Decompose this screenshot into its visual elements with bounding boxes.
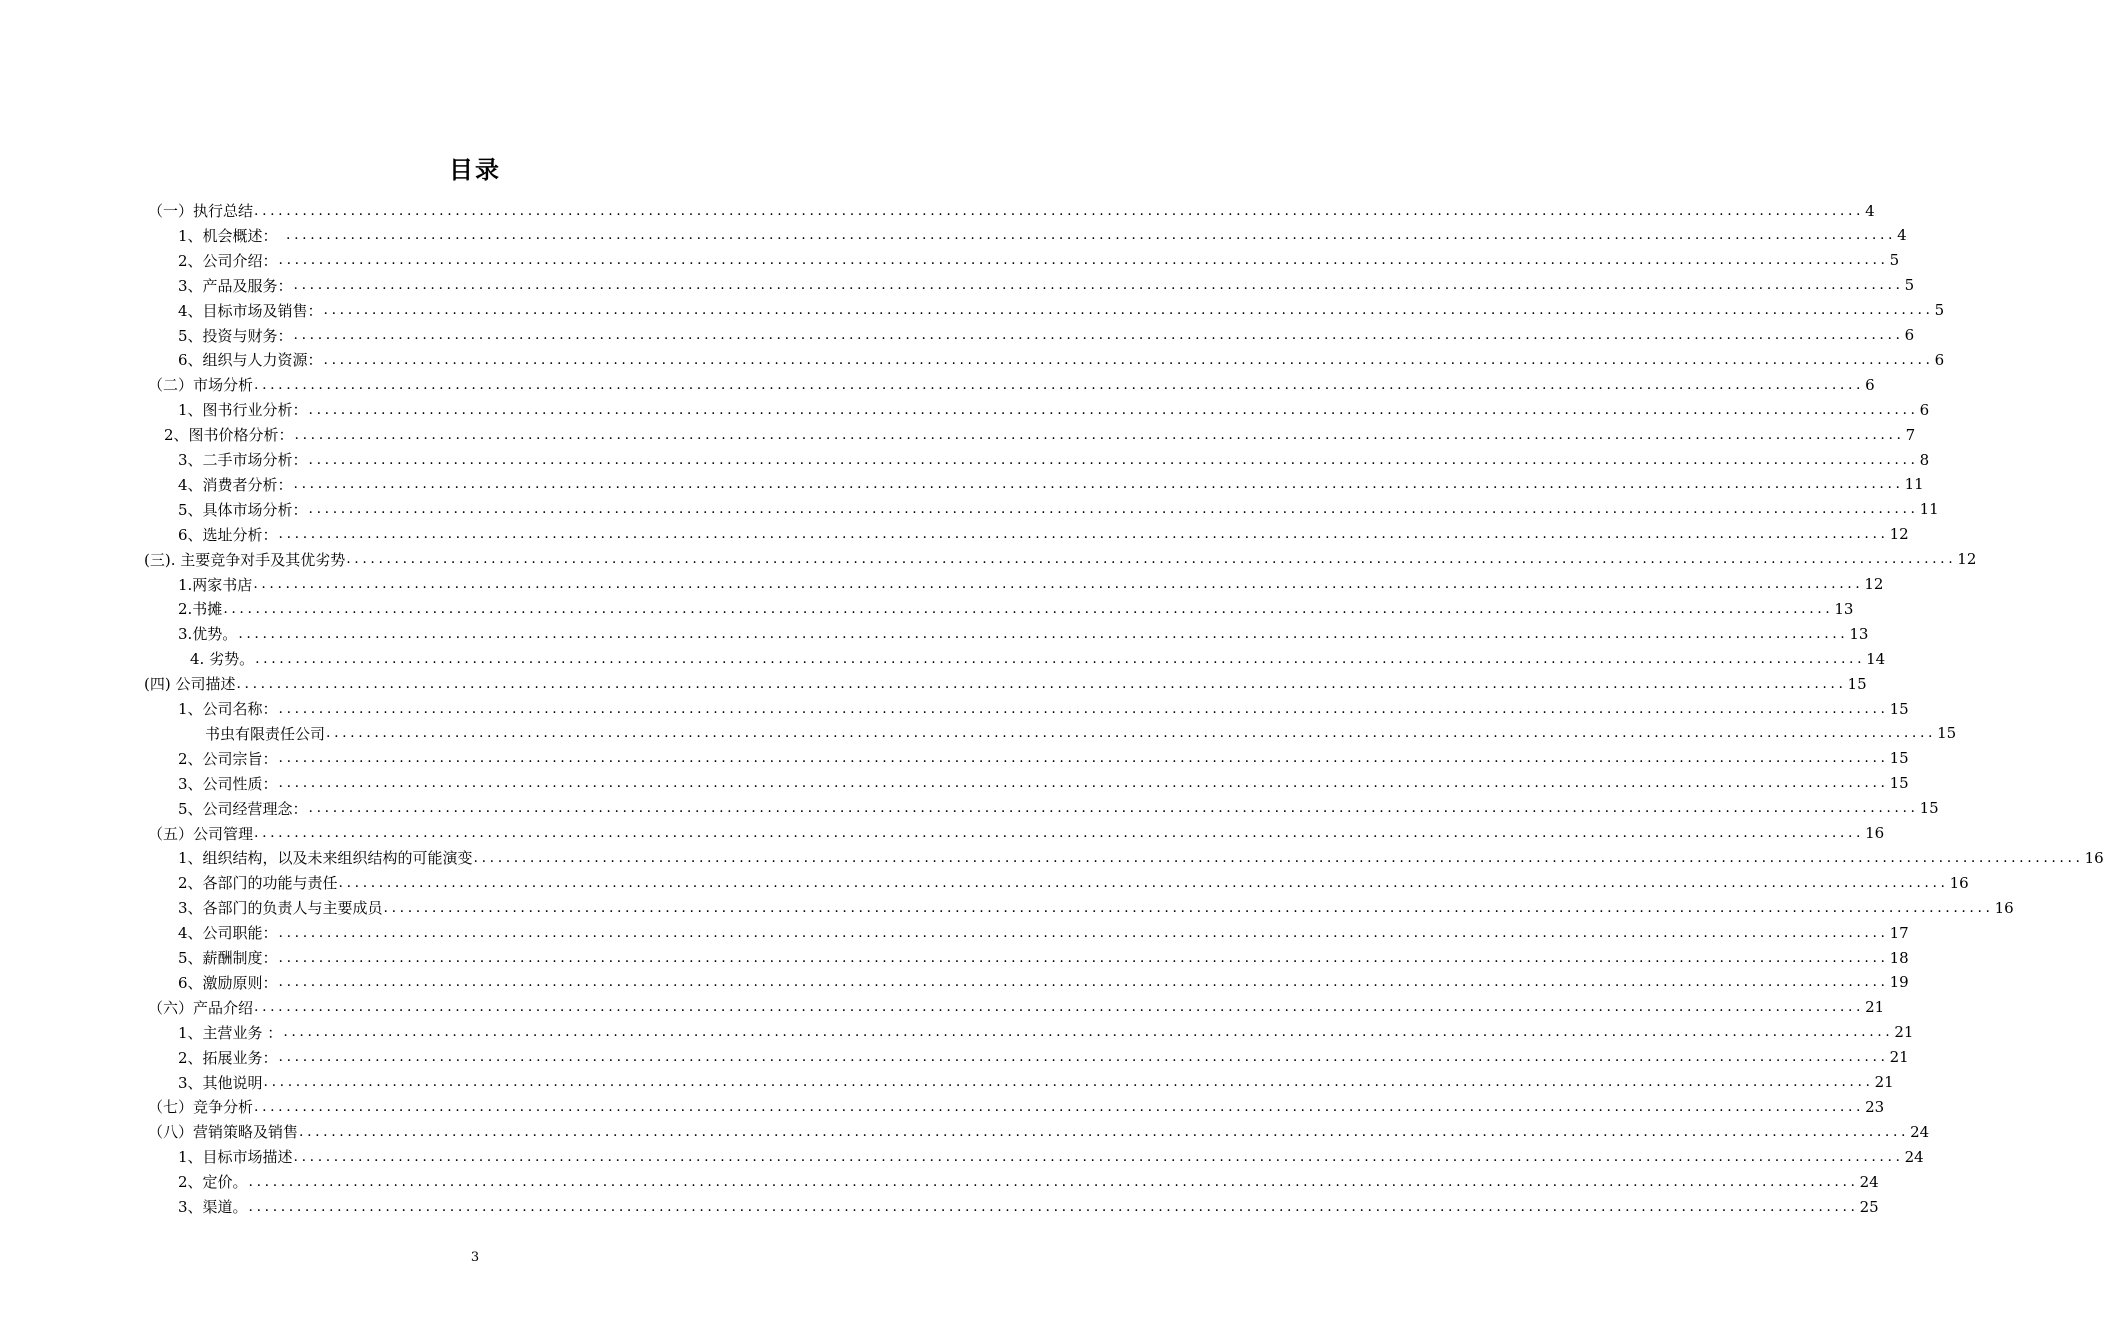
toc-entry-label: 4、目标市场及销售： <box>178 301 323 320</box>
toc-entry-page: 6 <box>1934 350 1945 369</box>
toc-dot-leader: ........................................................................................................................................................................................................ <box>278 750 1889 767</box>
toc-entry-page: 18 <box>1889 948 1909 967</box>
toc-dot-leader: ........................................................................................................................................................................................................ <box>254 1098 1865 1115</box>
toc-entry-page: 15 <box>1919 799 1939 818</box>
toc-dot-leader: ........................................................................................................................................................................................................ <box>278 1049 1889 1066</box>
toc-entry[interactable] <box>178 497 1939 522</box>
toc-dot-leader: ........................................................................................................................................................................................................ <box>278 974 1889 991</box>
toc-entry[interactable] <box>178 347 1945 372</box>
toc-entry-label: （二）市场分析 <box>148 376 254 395</box>
toc-entry-page: 16 <box>1865 824 1885 842</box>
toc-dot-leader: ........................................................................................................................................................................................................ <box>293 476 1904 493</box>
toc-entry[interactable] <box>178 870 1969 895</box>
toc-entry-label: 1、图书行业分析： <box>178 401 308 420</box>
toc-entry-page: 6 <box>1904 326 1915 344</box>
toc-dot-leader: ........................................................................................................................................................................................................ <box>293 327 1904 343</box>
toc-entry-label: 6、组织与人力资源： <box>178 351 323 370</box>
toc-entry-label: 5、公司经营理念： <box>178 799 308 818</box>
toc-entry-label: 2、各部门的功能与责任 <box>178 874 338 893</box>
toc-entry[interactable] <box>190 646 1886 671</box>
toc-entry[interactable] <box>178 522 1909 547</box>
toc-entry-label: 3、公司性质： <box>178 774 278 793</box>
toc-entry[interactable] <box>178 771 1909 796</box>
toc-entry-page: 16 <box>2084 848 2104 867</box>
toc-entry-page: 7 <box>1905 425 1916 444</box>
toc-entry-label: 6、选址分析： <box>178 525 278 544</box>
toc-entry-page: 13 <box>1849 624 1869 643</box>
toc-entry[interactable] <box>148 995 1885 1020</box>
toc-entry-label: 2.书摊 <box>178 600 223 619</box>
toc-dot-leader: ........................................................................................................................................................................................................ <box>278 526 1889 543</box>
toc-entry[interactable] <box>178 323 1915 348</box>
toc-dot-leader: ........................................................................................................................................................................................................ <box>308 401 1919 418</box>
toc-entry-page: 14 <box>1866 649 1886 668</box>
toc-entry-label: 3、渠道。 <box>178 1198 248 1216</box>
toc-entry-label: （六）产品介绍 <box>148 998 254 1017</box>
toc-entry-label: 2、公司宗旨： <box>178 749 278 768</box>
toc-entry-page: 13 <box>1834 599 1854 618</box>
toc-dot-leader: ........................................................................................................................................................................................................ <box>278 949 1889 966</box>
toc-entry-label: (四) 公司描述 <box>144 675 236 694</box>
toc-entry-page: 15 <box>1847 674 1867 693</box>
toc-entry-label: 2、公司介绍： <box>178 251 278 270</box>
toc-dot-leader: ........................................................................................................................................................................................................ <box>248 1173 1859 1190</box>
toc-entry[interactable] <box>148 821 1885 846</box>
toc-entry-label: 1、目标市场描述 <box>178 1148 293 1167</box>
toc-entry[interactable] <box>178 746 1909 771</box>
toc-dot-leader: ........................................................................................................................................................................................................ <box>473 849 2084 866</box>
toc-entry-page: 15 <box>1937 724 1957 743</box>
toc-entry[interactable] <box>178 1045 1909 1070</box>
toc-entry[interactable] <box>178 945 1909 970</box>
toc-entry[interactable] <box>144 671 1867 696</box>
toc-entry-page: 21 <box>1874 1073 1894 1091</box>
toc-entry-page: 15 <box>1889 774 1909 793</box>
toc-entry-page: 11 <box>1919 500 1939 519</box>
toc-dot-leader: ........................................................................................................................................................................................................ <box>338 874 1949 891</box>
toc-entry-page: 24 <box>1904 1147 1924 1166</box>
toc-entry-page: 11 <box>1904 475 1924 494</box>
toc-entry-page: 5 <box>1934 301 1945 320</box>
toc-dot-leader: ........................................................................................................................................................................................................ <box>308 451 1919 468</box>
toc-entry-label: （八）营销策略及销售 <box>148 1123 299 1142</box>
toc-entry-page: 25 <box>1859 1197 1879 1216</box>
toc-entry-page: 16 <box>1949 873 1969 892</box>
toc-entry-page: 12 <box>1957 550 1977 569</box>
toc-entry-page: 21 <box>1894 1023 1914 1042</box>
toc-dot-leader: ........................................................................................................................................................................................................ <box>293 1148 1904 1165</box>
toc-entry-label: （一）执行总结 <box>148 202 254 220</box>
toc-entry-label: (三). 主要竞争对手及其优劣势 <box>144 550 346 569</box>
toc-entry-page: 19 <box>1889 973 1909 992</box>
toc-entry-label: 3、其他说明 <box>178 1073 263 1092</box>
toc-dot-leader: ........................................................................................................................................................................................................ <box>346 551 1957 568</box>
toc-entry[interactable] <box>178 1169 1879 1194</box>
toc-entry-page: 15 <box>1889 749 1909 768</box>
toc-entry-page: 24 <box>1910 1122 1930 1141</box>
toc-entry-label: 1.两家书店 <box>178 575 253 594</box>
toc-entry[interactable] <box>178 1144 1924 1169</box>
toc-entry-label: 书虫有限责任公司 <box>205 724 326 743</box>
toc-dot-leader: ........................................................................................................................................................................................................ <box>308 501 1919 518</box>
toc-entry-page: 12 <box>1864 575 1884 593</box>
toc-entry[interactable] <box>178 895 2014 920</box>
toc-entry[interactable] <box>178 1070 1894 1095</box>
toc-dot-leader: ........................................................................................................................................................................................................ <box>323 351 1934 368</box>
toc-entry-page: 5 <box>1904 276 1915 295</box>
toc-dot-leader: ........................................................................................................................................................................................................ <box>278 775 1889 792</box>
toc-dot-leader: ........................................................................................................................................................................................................ <box>278 252 1889 269</box>
toc-entry-page: 23 <box>1865 1097 1885 1116</box>
toc-entry[interactable] <box>178 397 1930 422</box>
toc-entry-page: 21 <box>1889 1048 1909 1067</box>
toc-entry-label: 4、消费者分析： <box>178 475 293 494</box>
toc-entry-label: 1、公司名称： <box>178 700 278 718</box>
toc-entry[interactable] <box>178 596 1854 621</box>
toc-dot-leader: ........................................................................................................................................................................................................ <box>263 1074 1874 1090</box>
toc-entry[interactable] <box>178 970 1909 995</box>
toc-entry[interactable] <box>148 1119 1930 1144</box>
toc-entry-label: 2、图书价格分析： <box>164 426 294 445</box>
toc-entry-label: （五）公司管理 <box>148 824 254 843</box>
toc-dot-leader: ........................................................................................................................................................................................................ <box>223 600 1834 617</box>
toc-entry-label: 5、薪酬制度： <box>178 949 278 967</box>
toc-entry-label: 5、具体市场分析： <box>178 500 308 519</box>
toc-entry-label: （七）竞争分析 <box>148 1098 254 1117</box>
toc-entry[interactable] <box>178 298 1945 323</box>
toc-dot-leader: ........................................................................................................................................................................................................ <box>286 227 1897 244</box>
toc-dot-leader: ........................................................................................................................................................................................................ <box>254 202 1865 219</box>
toc-entry-page: 15 <box>1889 699 1909 718</box>
toc-entry-label: 3、各部门的负责人与主要成员 <box>178 899 383 918</box>
toc-dot-leader: ........................................................................................................................................................................................................ <box>308 800 1919 817</box>
toc-entry-label: 6、激励原则： <box>178 973 278 992</box>
toc-dot-leader: ........................................................................................................................................................................................................ <box>254 376 1865 393</box>
toc-entry[interactable] <box>205 721 1957 746</box>
toc-dot-leader: ........................................................................................................................................................................................................ <box>254 999 1865 1016</box>
toc-entry-page: 4 <box>1897 226 1907 245</box>
toc-dot-leader: ........................................................................................................................................................................................................ <box>278 700 1889 717</box>
toc-entry[interactable] <box>178 472 1924 497</box>
toc-entry-label: 3.优势。 <box>178 625 238 644</box>
toc-entry[interactable] <box>178 1194 1879 1219</box>
toc-entry-label: 1、主营业务 ： <box>178 1023 283 1042</box>
toc-entry[interactable] <box>178 572 1884 597</box>
page-number: 3 <box>470 1250 480 1265</box>
toc-dot-leader: ........................................................................................................................................................................................................ <box>278 924 1889 941</box>
toc-title: 目录 <box>449 156 501 184</box>
toc-entry-page: 24 <box>1859 1172 1879 1191</box>
toc-entry-label: 2、定价。 <box>178 1173 248 1192</box>
toc-dot-leader: ........................................................................................................................................................................................................ <box>383 899 1994 916</box>
toc-entry[interactable] <box>178 796 1939 821</box>
toc-dot-leader: ........................................................................................................................................................................................................ <box>283 1024 1894 1041</box>
toc-entry[interactable] <box>178 447 1930 472</box>
toc-entry-page: 8 <box>1919 450 1930 469</box>
toc-dot-leader: ........................................................................................................................................................................................................ <box>236 675 1847 692</box>
toc-entry-label: 2、拓展业务： <box>178 1048 278 1067</box>
toc-dot-leader: ........................................................................................................................................................................................................ <box>255 650 1866 667</box>
toc-entry-label: 5、投资与财务： <box>178 326 293 345</box>
toc-entry-page: 6 <box>1865 375 1875 394</box>
toc-dot-leader: ........................................................................................................................................................................................................ <box>248 1198 1859 1215</box>
toc-entry-label: 1、机会概述： <box>178 226 286 245</box>
toc-dot-leader: ........................................................................................................................................................................................................ <box>323 302 1934 319</box>
toc-entry-page: 6 <box>1919 400 1930 419</box>
toc-entry-page: 4 <box>1865 201 1875 220</box>
toc-dot-leader: ........................................................................................................................................................................................................ <box>294 426 1905 443</box>
toc-entry[interactable] <box>178 273 1915 298</box>
toc-entry-label: 4、公司职能： <box>178 924 278 943</box>
toc-entry-label: 3、二手市场分析： <box>178 451 308 469</box>
toc-entry[interactable] <box>164 422 1916 447</box>
toc-entry-label: 1、组织结构，以及未来组织结构的可能演变 <box>178 849 473 868</box>
toc-dot-leader: ........................................................................................................................................................................................................ <box>293 277 1904 294</box>
toc-dot-leader: ........................................................................................................................................................................................................ <box>254 825 1865 841</box>
toc-entry-page: 16 <box>1994 898 2014 917</box>
toc-entry-page: 12 <box>1889 525 1909 544</box>
toc-dot-leader: ........................................................................................................................................................................................................ <box>253 576 1864 592</box>
toc-entry[interactable] <box>178 1020 1914 1045</box>
toc-entry-label: 4. 劣势。 <box>190 650 255 669</box>
toc-entry[interactable] <box>178 920 1909 945</box>
toc-dot-leader: ........................................................................................................................................................................................................ <box>326 725 1937 742</box>
toc-entry[interactable] <box>148 1094 1885 1119</box>
toc-entry[interactable] <box>148 198 1875 223</box>
toc-entry[interactable] <box>178 696 1909 721</box>
toc-entry-page: 21 <box>1865 998 1885 1017</box>
toc-dot-leader: ........................................................................................................................................................................................................ <box>299 1123 1910 1140</box>
toc-entry[interactable] <box>178 621 1869 646</box>
toc-entry[interactable] <box>144 547 1977 572</box>
toc-entry[interactable] <box>178 223 1907 248</box>
toc-entry-label: 3、产品及服务： <box>178 276 293 295</box>
toc-entry[interactable] <box>178 248 1900 273</box>
toc-entry[interactable] <box>178 845 2104 870</box>
toc-entry-page: 5 <box>1889 251 1900 270</box>
toc-dot-leader: ........................................................................................................................................................................................................ <box>238 625 1849 642</box>
toc-entry[interactable] <box>148 372 1875 397</box>
toc-entry-page: 17 <box>1889 923 1909 942</box>
